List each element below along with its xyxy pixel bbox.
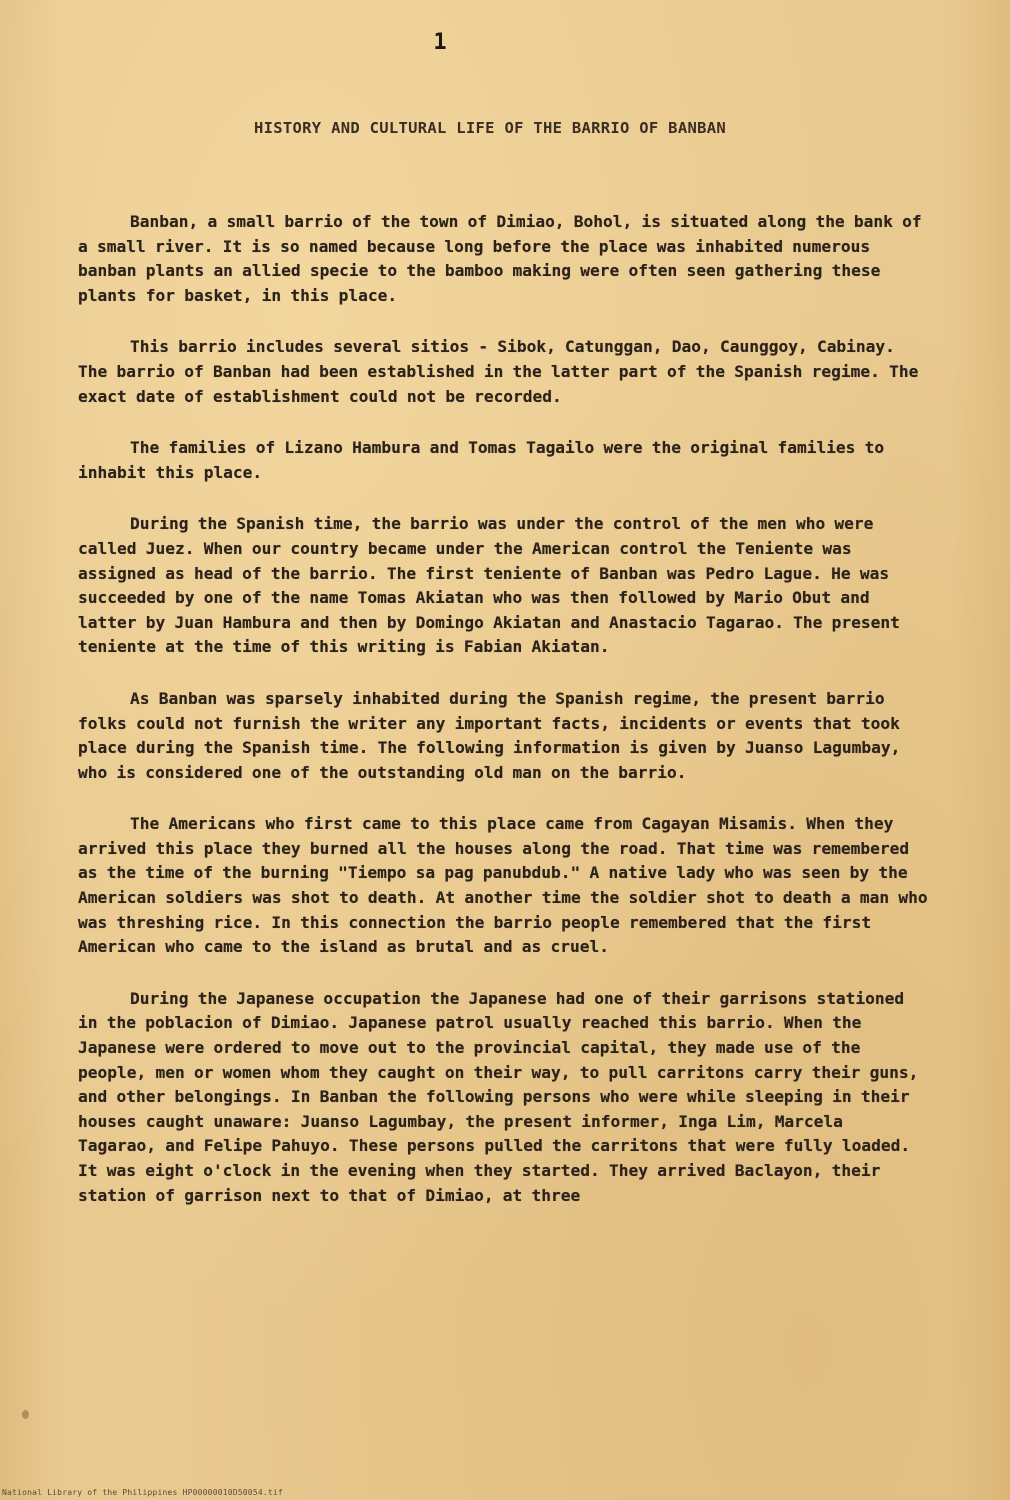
page-number: 1 xyxy=(433,30,447,55)
ink-smudge xyxy=(22,1410,29,1419)
archive-footer-stamp: National Library of the Philippines HP00000010D50054.tif xyxy=(2,1488,283,1497)
paragraph-sitios: This barrio includes several sitios - Sibok, Catunggan, Dao, Caunggoy, Cabinay. The barrio of Banban had been established in the latter part of the Spanish regime. The exact date of establishment could not be recorded. xyxy=(78,337,919,406)
paragraph-tenientes: During the Spanish time, the barrio was under the control of the men who were called Juez. When our country became under the American control the Teniente was assigned as head of the barrio. The first teniente of Banban was Pedro Lague. He was succeeded by one of the name Tomas Akiatan who was then followed by Mario Obut and latter by Juan Hambura and then by Domingo Akiatan and Anastacio Tagarao. The present teniente at the time of this writing is Fabian Akiatan. xyxy=(78,514,900,657)
paragraph-japanese-occupation: During the Japanese occupation the Japanese had one of their garrisons stationed in the poblacion of Dimiao. Japanese patrol usually reached this barrio. When the Japanese were ordered to move out to the provincial capital, they made use of the people, men or women whom they caught on their way, to pull carritons carry their guns, and other belongings. In Banban the following persons who were while sleeping in their houses caught unaware: Juanso Lagumbay, the present informer, Inga Lim, Marcela Tagarao, and Felipe Pahuyo. These persons pulled the carritons that were fully loaded. It was eight o'clock in the evening when they started. They arrived Baclayon, their station of garrison next to that of Dimiao, at three xyxy=(78,988,919,1205)
paragraph-americans: The Americans who first came to this place came from Cagayan Misamis. When they arrived this place they burned all the houses along the road. That time was remembered as the time of the burning "Tiempo sa pag panubdub." A native lady who was seen by the American soldiers was shot to death. At another time the soldier shot to death a man who was threshing rice. In this connection the barrio people remembered that the first American who came to the island as brutal and as cruel. xyxy=(78,814,928,957)
paragraph-spanish-time: As Banban was sparsely inhabited during the Spanish regime, the present barrio folks could not furnish the writer any important facts, incidents or events that took place during the Spanish time. The following information is given by Juanso Lagumbay, who is considered one of the outstanding old man on the barrio. xyxy=(78,688,901,782)
document-body xyxy=(78,210,930,1235)
document-title: HISTORY AND CULTURAL LIFE OF THE BARRIO OF BANBAN xyxy=(254,119,726,137)
paragraph-original-families: The families of Lizano Hambura and Tomas Tagailo were the original families to inhabit this place. xyxy=(78,438,885,482)
paragraph-origin-of-name: Banban, a small barrio of the town of Dimiao, Bohol, is situated along the bank of a small river. It is so named because long before the place was inhabited numerous banban plants an allied specie to the bamboo making were often seen gathering these plants for basket, in this place. xyxy=(78,212,922,305)
